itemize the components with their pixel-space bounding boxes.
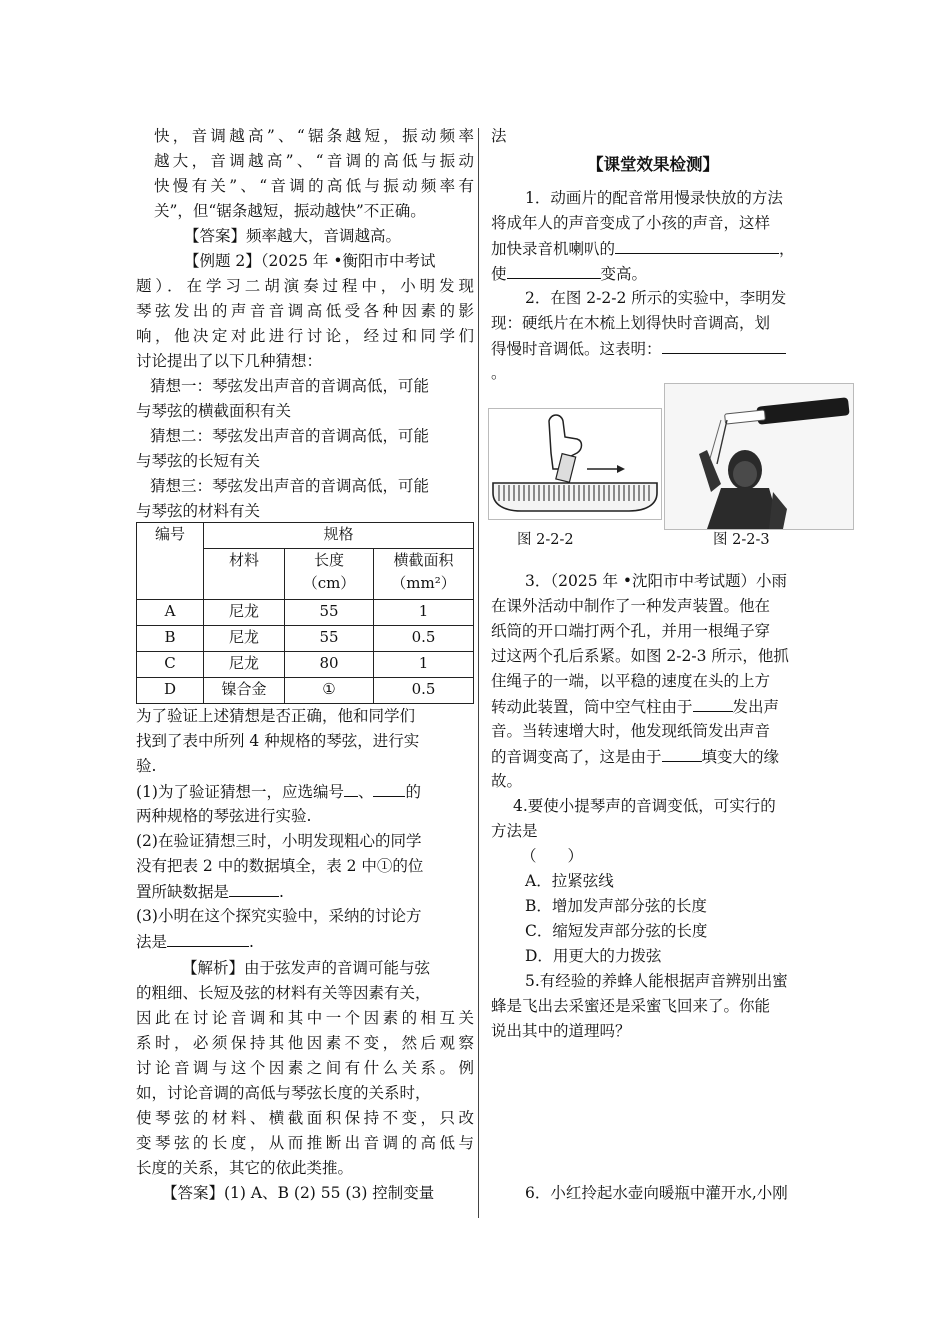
header-material: 材料 <box>204 549 285 600</box>
example-2-line: 琴弦发出的声音音调高低受各种因素的影 <box>136 302 474 320</box>
q3-line: 的音调变高了，这是由于 填变大的缘 <box>491 744 779 770</box>
question-1-cont: 两种规格的琴弦进行实验. <box>136 807 312 825</box>
q3-heading: 3．（2025 年 •沈阳市中考试题）小雨 <box>525 572 788 590</box>
answer-2: 【答案】(1) A、B (2) 55 (3) 控制变量 <box>162 1184 435 1202</box>
analysis-line: 【解析】由于弦发声的音调可能与弦 <box>182 959 431 977</box>
answer-blank[interactable] <box>167 929 249 947</box>
example-2-line: 讨论提出了以下几种猜想： <box>136 352 323 370</box>
q3-line: 转动此装置，筒中空气柱由于 发出声 <box>491 694 779 720</box>
answer-blank[interactable] <box>229 879 279 897</box>
q4-answer-paren: （ ） <box>521 847 584 865</box>
q3-line: 在课外活动中制作了一种发声装置。他在 <box>491 597 771 615</box>
after-table-line: 找到了表中所列 4 种规格的琴弦，进行实 <box>136 732 420 750</box>
q2-line: 现：硬纸片在木梳上划得快时音调高，划 <box>491 314 771 332</box>
intro-line: 快慢有关”、“音调的高低与振动频率有 <box>154 177 474 195</box>
answer-1: 【答案】频率越大，音调越高。 <box>184 227 402 245</box>
analysis-line: 变琴弦的长度，从而推断出音调的高低与 <box>136 1134 474 1152</box>
q2-line: 得慢时音调低。这表明： <box>491 336 786 362</box>
question-2: (2)在验证猜想三时，小明发现粗心的同学 <box>136 832 422 850</box>
question-3-cont: 法是 . <box>136 929 254 955</box>
option-d[interactable]: D．用更大的力拨弦 <box>525 947 662 965</box>
q1-line: 使 变高。 <box>491 261 647 287</box>
analysis-line: 讨论音调与这个因素之间有什么关系。例 <box>136 1059 474 1077</box>
example-2-heading: 【例题 2】（2025 年 •衡阳市中考试 <box>184 252 436 270</box>
figure-comb <box>488 408 662 520</box>
question-2-cont: 没有把表 2 中的数据填全，表 2 中①的位 <box>136 857 424 875</box>
answer-blank[interactable] <box>373 779 405 797</box>
figure-swinging-tube <box>664 383 854 530</box>
analysis-line: 系时，必须保持其他因素不变，然后观察 <box>136 1034 474 1052</box>
answer-blank[interactable] <box>344 779 358 797</box>
question-3: (3)小明在这个探究实验中，采纳的讨论方 <box>136 907 422 925</box>
q3-line: 过这两个孔后系紧。如图 2-2-3 所示，他抓 <box>491 647 789 665</box>
q2-line: 。 <box>491 364 507 382</box>
intro-line: 关”，但“锯条越短，振动越快”不正确。 <box>154 202 426 220</box>
q5-line: 蜂是飞出去采蜜还是采蜜飞回来了。你能 <box>491 997 771 1015</box>
answer-blank[interactable] <box>507 261 601 279</box>
option-b[interactable]: B．增加发声部分弦的长度 <box>525 897 707 915</box>
figure-caption: 图 2-2-3 <box>713 532 770 548</box>
guess-line: 猜想二：琴弦发出声音的音调高低，可能 <box>150 427 430 445</box>
guess-line: 与琴弦的横截面积有关 <box>136 402 292 420</box>
q3-line: 故。 <box>491 772 523 790</box>
guess-line: 猜想一：琴弦发出声音的音调高低，可能 <box>150 377 430 395</box>
header-length: 长度 （cm） <box>285 549 374 600</box>
q5-line: 5.有经验的养蜂人能根据声音辨别出蜜 <box>525 972 788 990</box>
answer-blank[interactable] <box>662 336 786 354</box>
after-table-line: 为了验证上述猜想是否正确，他和同学们 <box>136 707 416 725</box>
figure-caption: 图 2-2-2 <box>517 532 574 548</box>
intro-line: 快，音调越高”、“锯条越短，振动频率 <box>154 127 474 145</box>
table-row: C 尼龙 80 1 <box>137 652 474 678</box>
comb-illustration <box>489 409 661 519</box>
example-2-line: 题）．在学习二胡演奏过程中，小明发现 <box>136 277 474 295</box>
analysis-line: 长度的关系，其它的依此类推。 <box>136 1159 354 1177</box>
q1-line: 加快录音机喇叭的 ， <box>491 236 795 262</box>
table-row: A 尼龙 55 1 <box>137 600 474 626</box>
table-row: B 尼龙 55 0.5 <box>137 626 474 652</box>
boy-tube-photo <box>665 384 853 529</box>
after-table-line: 验. <box>136 757 157 775</box>
answer-blank[interactable] <box>615 236 779 254</box>
q5-line: 说出其中的道理吗？ <box>491 1022 631 1040</box>
q4-line: 4.要使小提琴声的音调变低，可实行的 <box>513 797 776 815</box>
option-a[interactable]: A．拉紧弦线 <box>525 872 614 890</box>
continued-text: 法 <box>491 127 507 145</box>
analysis-line: 使琴弦的材料、横截面积保持不变，只改 <box>136 1109 474 1127</box>
string-spec-table <box>136 522 474 704</box>
header-area: 横截面积 （mm²） <box>374 549 474 600</box>
header-number: 编号 <box>137 523 204 549</box>
q4-line: 方法是 <box>491 822 538 840</box>
analysis-line: 如，讨论音调的高低与琴弦长度的关系时， <box>136 1084 431 1102</box>
q3-line: 纸筒的开口端打两个孔，并用一根绳子穿 <box>491 622 771 640</box>
q2-line: 2．在图 2-2-2 所示的实验中，李明发 <box>525 289 787 307</box>
example-2-line: 响，他决定对此进行讨论，经过和同学们 <box>136 327 474 345</box>
answer-blank[interactable] <box>662 744 702 762</box>
question-2-cont: 置所缺数据是 . <box>136 879 284 905</box>
section-title: 【课堂效果检测】 <box>587 155 719 174</box>
guess-line: 猜想三：琴弦发出声音的音调高低，可能 <box>150 477 430 495</box>
header-spec: 规格 <box>204 523 474 549</box>
intro-line: 越大，音调越高”、“音调的高低与振动 <box>154 152 474 170</box>
q1-line: 1．动画片的配音常用慢录快放的方法 <box>525 189 783 207</box>
q1-line: 将成年人的声音变成了小孩的声音，这样 <box>491 214 771 232</box>
q3-line: 音。当转速增大时，他发现纸筒发出声音 <box>491 722 771 740</box>
table-row: D 镍合金 ① 0.5 <box>137 678 474 704</box>
guess-line: 与琴弦的长短有关 <box>136 452 261 470</box>
guess-line: 与琴弦的材料有关 <box>136 502 261 520</box>
option-c[interactable]: C．缩短发声部分弦的长度 <box>525 922 708 940</box>
answer-blank[interactable] <box>693 694 733 712</box>
analysis-line: 的粗细、长短及弦的材料有关等因素有关， <box>136 984 431 1002</box>
q6-line: 6．小红拎起水壶向暖瓶中灌开水,小刚 <box>525 1184 788 1202</box>
column-divider <box>478 128 479 1218</box>
analysis-line: 因此在讨论音调和其中一个因素的相互关 <box>136 1009 474 1027</box>
question-1: (1)为了验证猜想一，应选编号 、 的 <box>136 779 421 805</box>
q3-line: 住绳子的一端，以平稳的速度在头的上方 <box>491 672 771 690</box>
